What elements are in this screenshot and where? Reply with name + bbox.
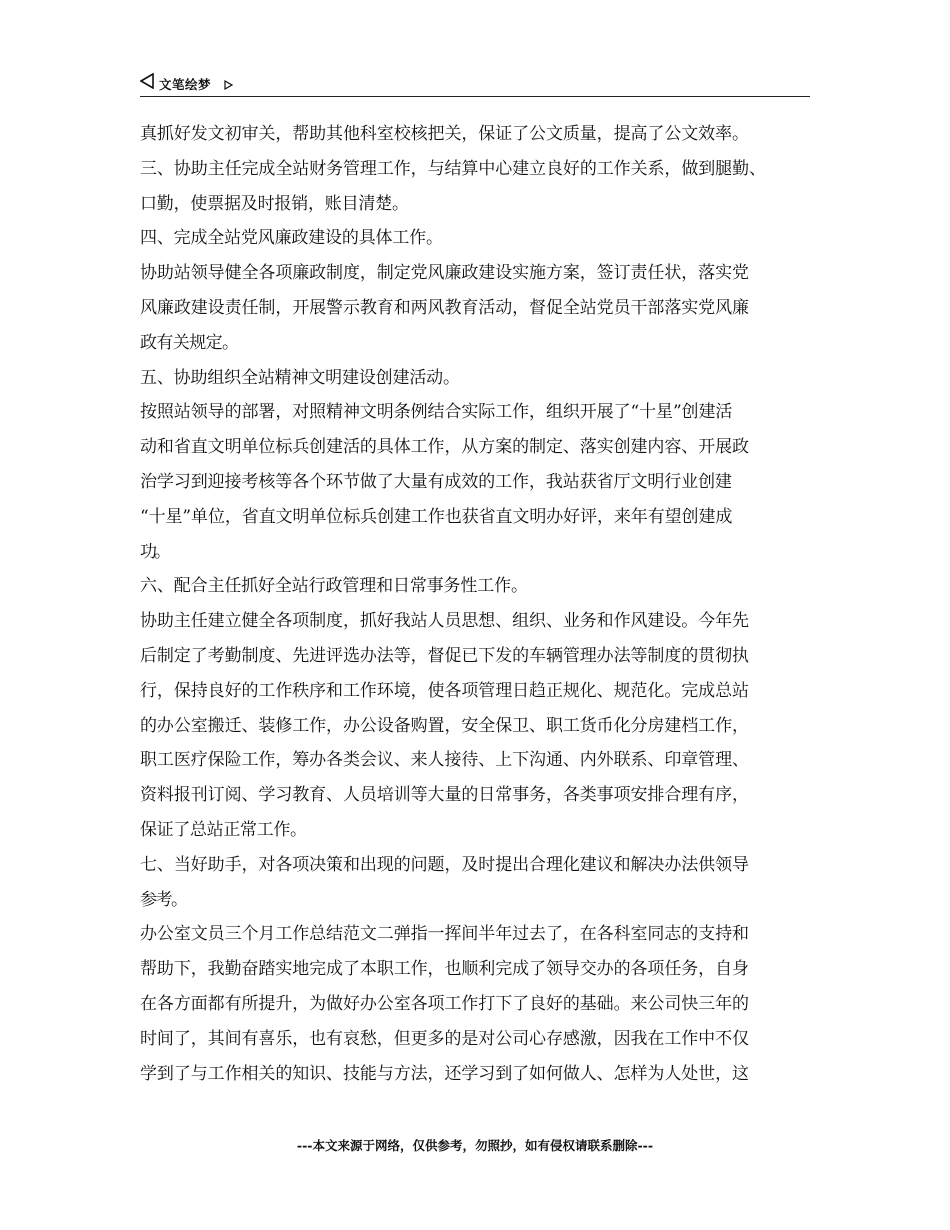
triangle-right-icon — [224, 75, 233, 85]
text-line: 参考。 — [140, 889, 187, 910]
text-line: “十星”单位，省直文明单位标兵创建工作也获省直文明办好评，来年有望创建成 — [140, 506, 733, 527]
text-line: 五、协助组织全站精神文明建设创建活动。 — [140, 367, 460, 388]
text-line: 职工医疗保险工作，筹办各类会议、来人接待、上下沟通、内外联系、印章管理、 — [140, 750, 749, 771]
text-line: 风廉政建设责任制，开展警示教育和两风教育活动，督促全站党员干部落实党风廉 — [140, 297, 749, 318]
text-line: 六、配合主任抓好全站行政管理和日常事务性工作。 — [140, 576, 528, 597]
text-line: 在各方面都有所提升，为做好办公室各项工作打下了良好的基础。来公司快三年的 — [140, 993, 749, 1014]
text-line: 保证了总站正常工作。 — [140, 819, 307, 840]
text-line: 时间了，其间有喜乐，也有哀愁，但更多的是对公司心存感激，因我在工作中不仅 — [140, 1028, 749, 1049]
text-line: 资料报刊订阅、学习教育、人员培训等大量的日常事务，各类事项安排合理有序， — [140, 785, 749, 806]
text-line: 学到了与工作相关的知识、技能与方法，还学习到了如何做人、怎样为人处世，这 — [140, 1063, 749, 1084]
text-line: 协助站领导健全各项廉政制度，制定党风廉政建设实施方案，签订责任状，落实党 — [140, 263, 749, 284]
text-line: 治学习到迎接考核等各个环节做了大量有成效的工作，我站获省厅文明行业创建 — [140, 471, 732, 492]
brand-title: 文笔绘梦 — [159, 77, 212, 92]
text-line: 行，保持良好的工作秩序和工作环境，使各项管理日趋正规化、规范化。完成总站 — [140, 680, 749, 701]
page-header — [140, 72, 810, 97]
text-line: 口勤，使票据及时报销，账目清楚。 — [140, 193, 409, 214]
document-body — [140, 117, 815, 1091]
text-line: 动和省直文明单位标兵创建活的具体工作，从方案的制定、落实创建内容、开展政 — [140, 437, 749, 458]
text-line: 功。 — [140, 541, 168, 562]
text-line: 帮助下，我勤奋踏实地完成了本职工作，也顺利完成了领导交办的各项任务，自身 — [140, 959, 749, 980]
triangle-left-icon — [140, 73, 154, 89]
text-line: 办公室文员三个月工作总结范文二弹指一挥间半年过去了，在各科室同志的支持和 — [140, 924, 749, 945]
text-line: 后制定了考勤制度、先进评选办法等，督促已下发的车辆管理办法等制度的贯彻执 — [140, 645, 749, 666]
text-line: 真抓好发文初审关，帮助其他科室校核把关，保证了公文质量，提高了公文效率。 — [140, 124, 749, 144]
text-line: 的办公室搬迁、装修工作，办公设备购置，安全保卫、职工货币化分房建档工作， — [140, 715, 749, 736]
text-line: 四、完成全站党风廉政建设的具体工作。 — [140, 228, 443, 249]
text-line: 七、当好助手，对各项决策和出现的问题，及时提出合理化建议和解决办法供领导 — [140, 854, 749, 875]
text-line: 按照站领导的部署，对照精神文明条例结合实际工作，组织开展了“十星”创建活 — [140, 402, 733, 423]
text-line: 政有关规定。 — [140, 332, 239, 353]
text-line: 三、协助主任完成全站财务管理工作，与结算中心建立良好的工作关系，做到腿勤、 — [140, 158, 766, 179]
text-line: 协助主任建立健全各项制度，抓好我站人员思想、组织、业务和作风建设。今年先 — [140, 611, 749, 632]
footer-disclaimer: ---本文来源于网络，仅供参考，勿照抄，如有侵权请联系删除--- — [296, 1138, 654, 1153]
